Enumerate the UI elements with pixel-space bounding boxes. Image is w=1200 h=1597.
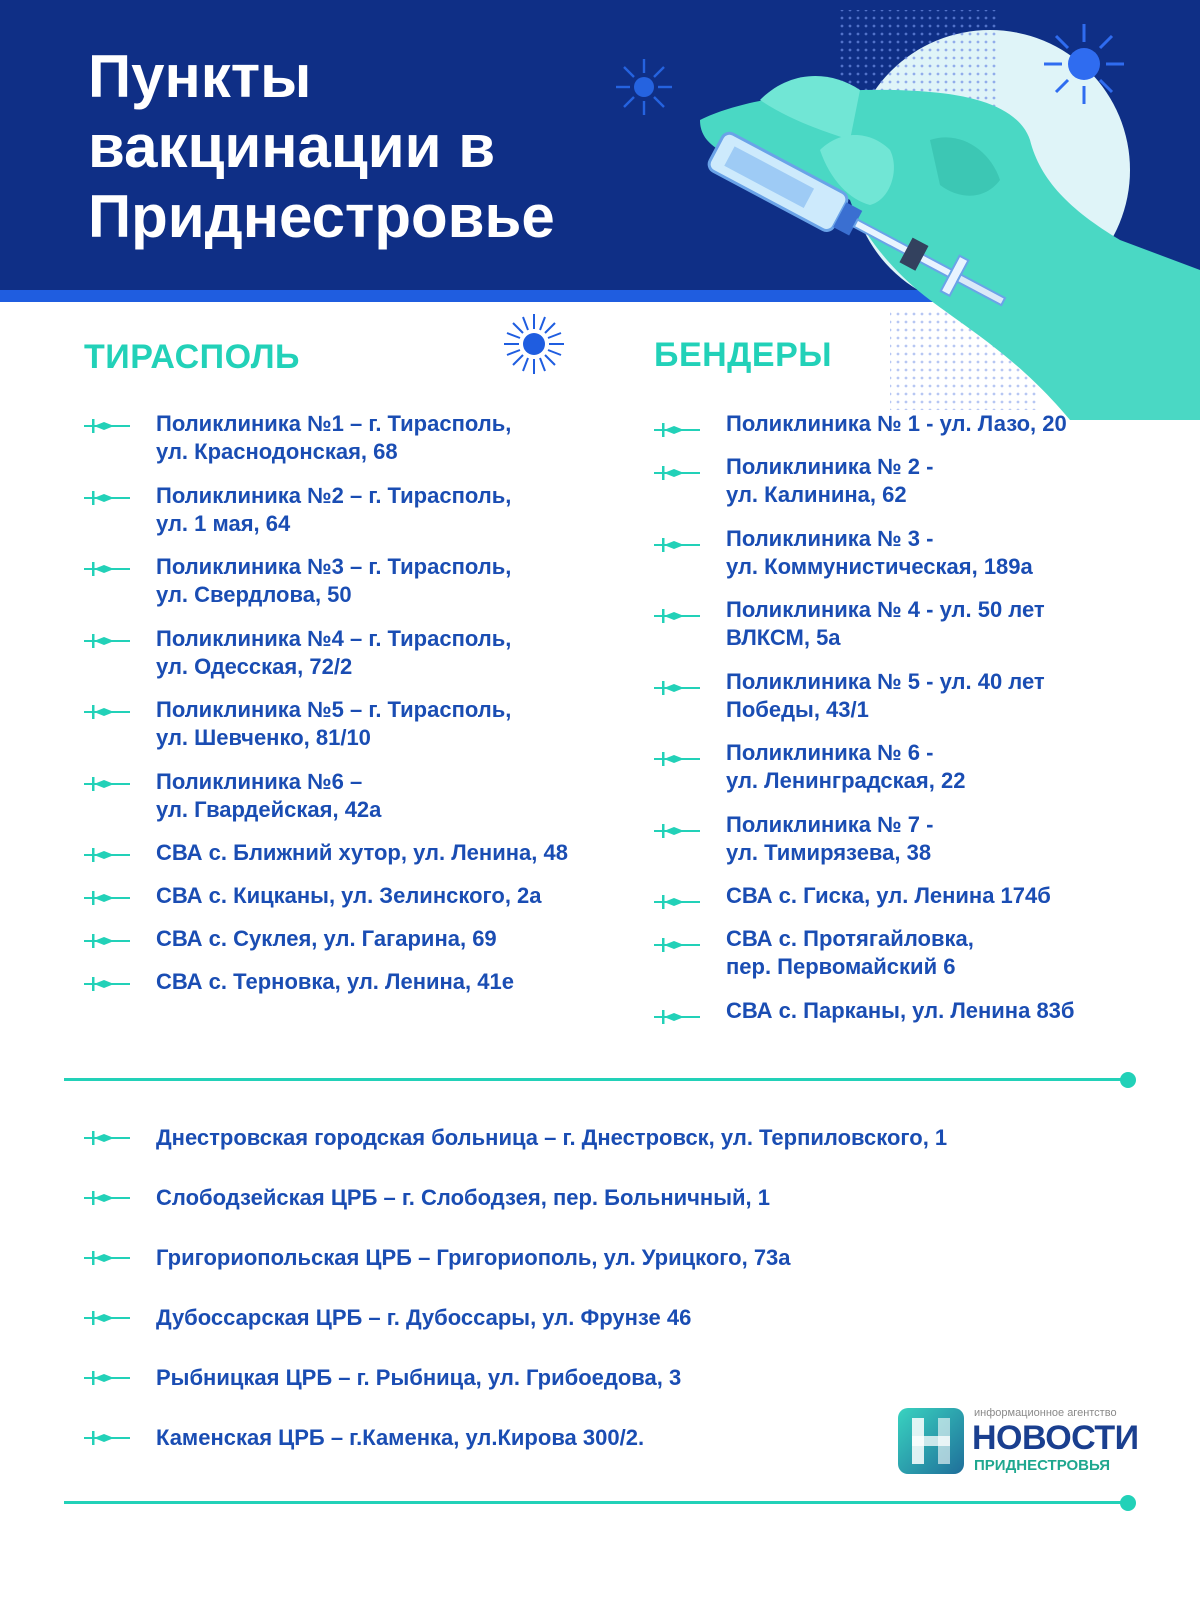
list-item: Поликлиника №5 – г. Тирасполь, ул. Шевченко, 81/10: [84, 696, 644, 768]
list-item: Поликлиника № 6 - ул. Ленинградская, 22: [654, 739, 1174, 811]
divider-dot: [1120, 1495, 1136, 1511]
bendery-list: [654, 410, 1174, 1040]
logo-subtitle: ПРИДНЕСТРОВЬЯ: [974, 1457, 1111, 1474]
logo-mark-icon: [898, 1408, 964, 1474]
syringe-bullet-icon: [84, 774, 132, 794]
list-item: Каменская ЦРБ – г.Каменка, ул.Кирова 300/2.: [84, 1424, 1124, 1484]
list-item: Дубоссарская ЦРБ – г. Дубоссары, ул. Фрунзе 46: [84, 1304, 1124, 1364]
list-item: Поликлиника №2 – г. Тирасполь, ул. 1 мая, 64: [84, 482, 644, 554]
list-item: Поликлиника № 4 - ул. 50 лет ВЛКСМ, 5а: [654, 596, 1174, 668]
syringe-bullet-icon: [84, 1188, 132, 1208]
syringe-bullet-icon: [654, 892, 702, 912]
syringe-bullet-icon: [84, 845, 132, 865]
syringe-bullet-icon: [654, 535, 702, 555]
title-line: вакцинации в: [88, 113, 496, 180]
sun-burst-icon: [500, 310, 568, 378]
list-item: Григориопольская ЦРБ – Григориополь, ул. Урицкого, 73а: [84, 1244, 1124, 1304]
list-item: Поликлиника № 1 - ул. Лазо, 20: [654, 410, 1174, 453]
syringe-bullet-icon: [654, 749, 702, 769]
title-line: Приднестровье: [88, 183, 555, 250]
syringe-bullet-icon: [654, 606, 702, 626]
sun-burst-icon: [612, 55, 676, 119]
logo-tagline: информационное агентство: [974, 1407, 1117, 1419]
syringe-bullet-icon: [84, 702, 132, 722]
list-item: Рыбницкая ЦРБ – г. Рыбница, ул. Грибоедова, 3: [84, 1364, 1124, 1424]
title-line: Пункты: [88, 43, 312, 110]
divider-dot: [1120, 1072, 1136, 1088]
section-divider: [64, 1501, 1128, 1504]
syringe-bullet-icon: [84, 488, 132, 508]
syringe-bullet-icon: [84, 931, 132, 951]
syringe-bullet-icon: [654, 821, 702, 841]
syringe-bullet-icon: [654, 463, 702, 483]
syringe-bullet-icon: [84, 1428, 132, 1448]
list-item: Поликлиника № 2 - ул. Калинина, 62: [654, 453, 1174, 525]
syringe-bullet-icon: [84, 1368, 132, 1388]
section-divider: [64, 1078, 1128, 1081]
section-title-tiraspol: ТИРАСПОЛЬ: [84, 338, 300, 376]
list-item: Поликлиника №6 – ул. Гвардейская, 42а: [84, 768, 644, 840]
syringe-bullet-icon: [84, 1308, 132, 1328]
novosti-logo: [898, 1405, 1148, 1477]
list-item: Слободзейская ЦРБ – г. Слободзея, пер. Больничный, 1: [84, 1184, 1124, 1244]
list-item: Поликлиника №3 – г. Тирасполь, ул. Свердлова, 50: [84, 553, 644, 625]
list-item: СВА с. Терновка, ул. Ленина, 41е: [84, 968, 644, 1011]
logo-name: НОВОСТИ: [972, 1419, 1139, 1457]
page-title: [88, 42, 688, 252]
syringe-bullet-icon: [84, 559, 132, 579]
syringe-bullet-icon: [84, 1248, 132, 1268]
syringe-bullet-icon: [654, 420, 702, 440]
sun-burst-icon: [1040, 20, 1128, 108]
list-item: СВА с. Ближний хутор, ул. Ленина, 48: [84, 839, 644, 882]
syringe-bullet-icon: [84, 416, 132, 436]
list-item: Днестровская городская больница – г. Днестровск, ул. Терпиловского, 1: [84, 1124, 1124, 1184]
syringe-bullet-icon: [84, 631, 132, 651]
syringe-bullet-icon: [84, 888, 132, 908]
list-item: СВА с. Протягайловка, пер. Первомайский 6: [654, 925, 1174, 997]
syringe-bullet-icon: [654, 1007, 702, 1027]
list-item: СВА с. Суклея, ул. Гагарина, 69: [84, 925, 644, 968]
list-item: Поликлиника №1 – г. Тирасполь, ул. Краснодонская, 68: [84, 410, 644, 482]
list-item: Поликлиника № 5 - ул. 40 лет Победы, 43/1: [654, 668, 1174, 740]
list-item: Поликлиника №4 – г. Тирасполь, ул. Одесская, 72/2: [84, 625, 644, 697]
list-item: СВА с. Парканы, ул. Ленина 83б: [654, 997, 1174, 1040]
syringe-bullet-icon: [84, 1128, 132, 1148]
list-item: Поликлиника № 3 - ул. Коммунистическая, 189а: [654, 525, 1174, 597]
list-item: СВА с. Гиска, ул. Ленина 174б: [654, 882, 1174, 925]
list-item: Поликлиника № 7 - ул. Тимирязева, 38: [654, 811, 1174, 883]
list-item: СВА с. Кицканы, ул. Зелинского, 2а: [84, 882, 644, 925]
syringe-bullet-icon: [84, 974, 132, 994]
section-title-bendery: БЕНДЕРЫ: [654, 336, 833, 374]
tiraspol-list: [84, 410, 644, 1011]
syringe-bullet-icon: [654, 678, 702, 698]
syringe-bullet-icon: [654, 935, 702, 955]
